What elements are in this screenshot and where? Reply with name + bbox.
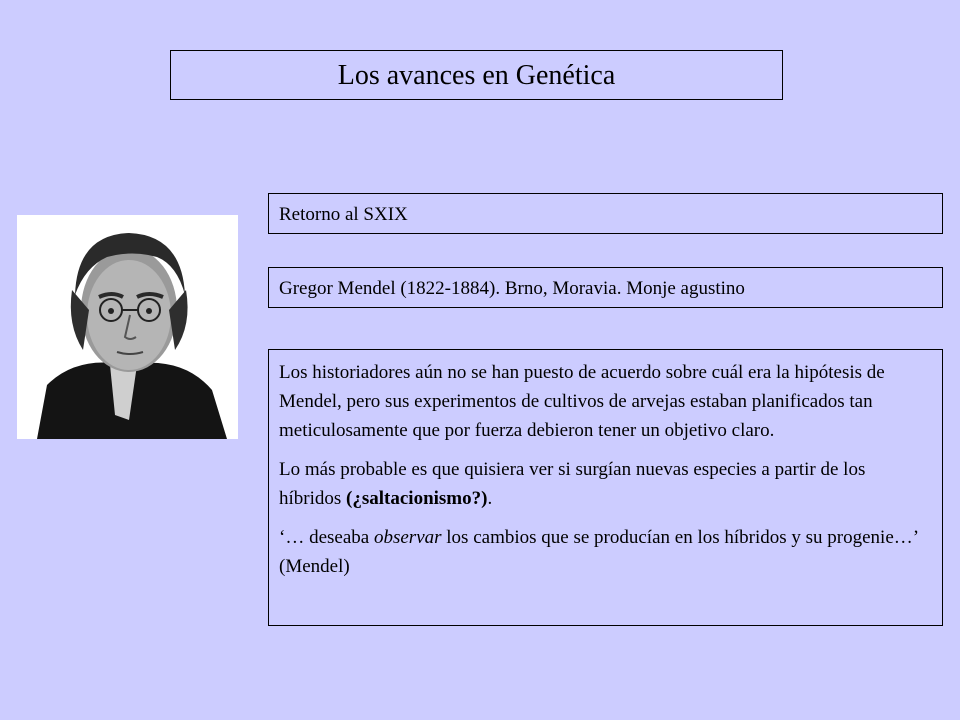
mendel-portrait (17, 215, 238, 439)
quote-italic: observar (373, 527, 442, 548)
slide-title (170, 50, 783, 100)
portrait-image (17, 215, 238, 439)
saltacionismo-bold: (¿saltacionismo?) (346, 488, 488, 509)
paragraph-hypothesis-end: . (487, 488, 493, 509)
paragraph-hypothesis-start: Lo más probable es que quisiera ver si surgían nuevas especies a partir de los híbridos (279, 459, 866, 509)
retorno-box (268, 193, 943, 234)
retorno-text: Retorno al SXIX (279, 204, 408, 225)
quote-end: los cambios que se producían en los híbridos y su progenie…’ (Mendel) (279, 527, 918, 577)
mendel-quote (279, 523, 932, 581)
paragraph-historians: Los historiadores aún no se han puesto de acuerdo sobre cuál era la hipótesis de Mendel, pero sus experimentos de cultivos de arvejas estaban planificados tan meticulosamente que por fuerza debieron tener un objetivo claro. (279, 362, 885, 441)
description-box (268, 349, 943, 626)
mendel-info-box (268, 267, 943, 308)
mendel-info-text: Gregor Mendel (1822-1884). Brno, Moravia. Monje agustino (279, 278, 745, 299)
quote-start: ‘… deseaba (279, 527, 374, 548)
paragraph-hypothesis (279, 455, 932, 513)
slide-title-text: Los avances en Genética (337, 60, 616, 91)
